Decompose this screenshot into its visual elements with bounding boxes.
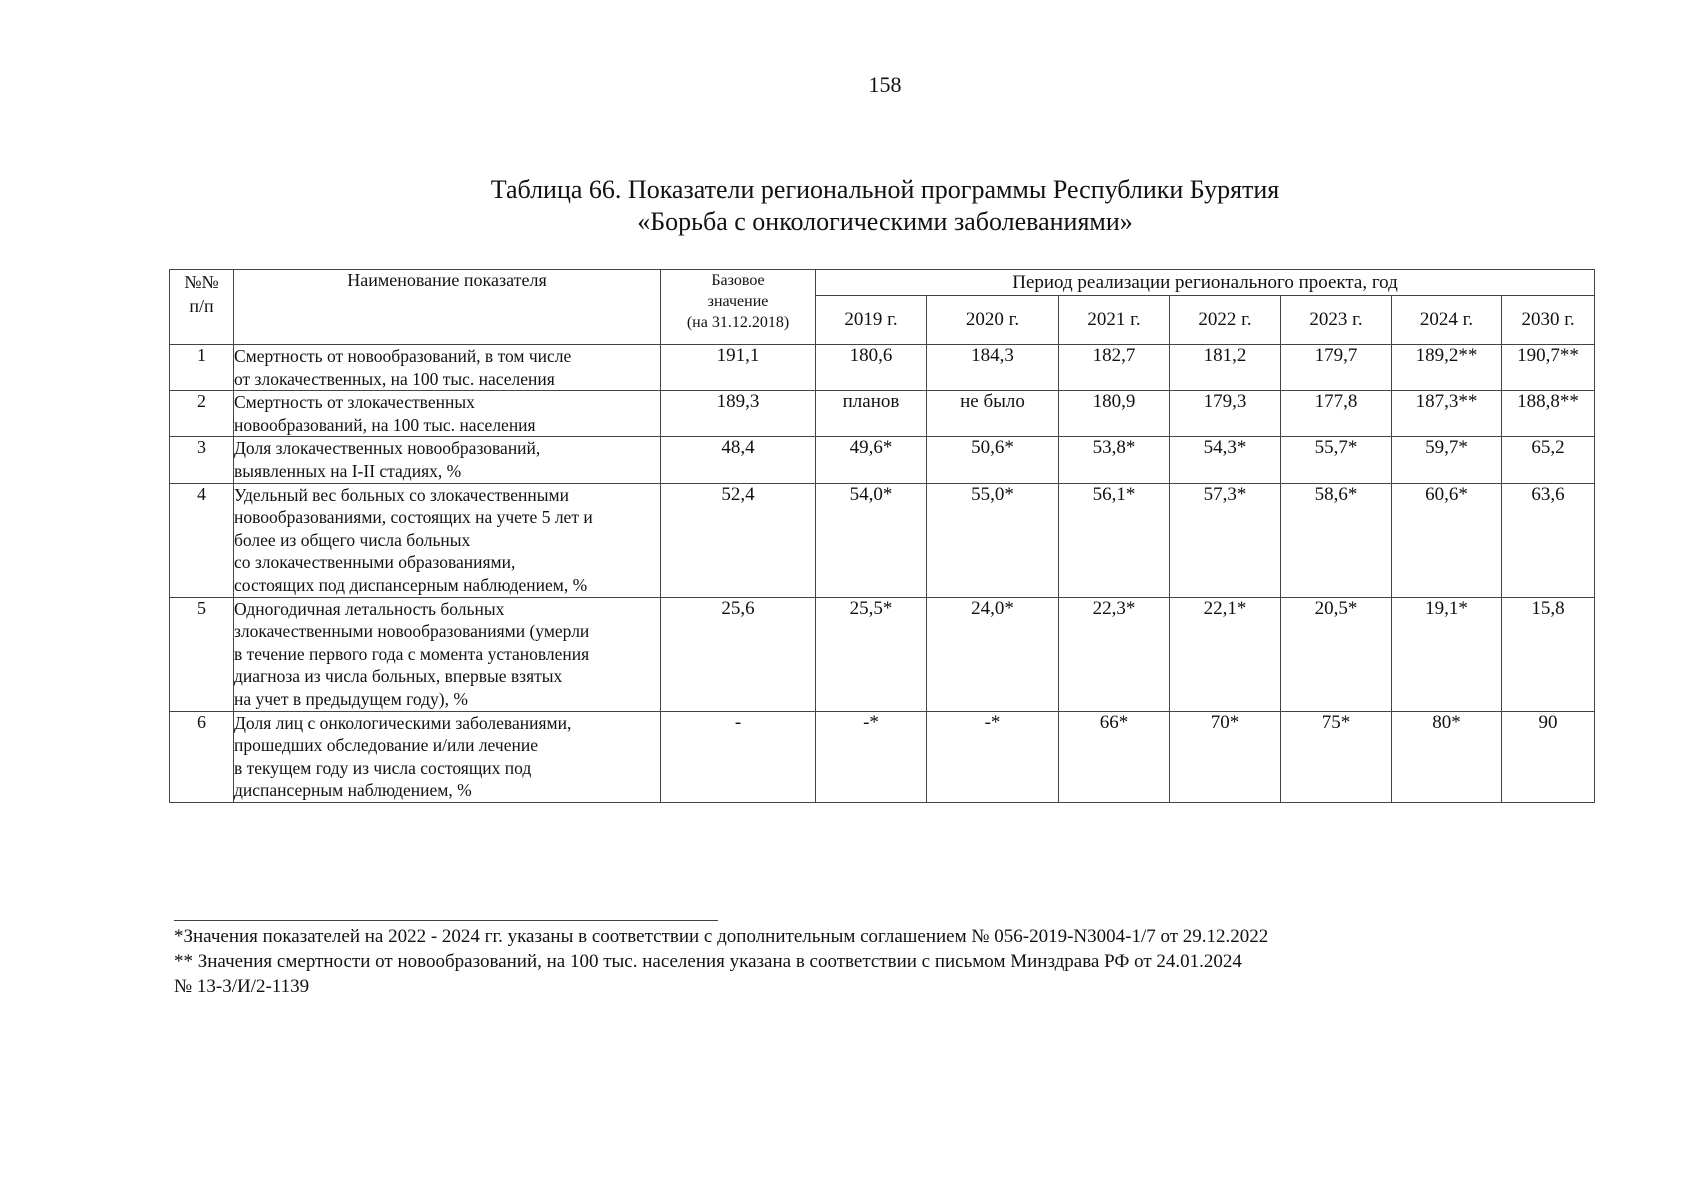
year-value: 184,3 <box>927 345 1059 391</box>
base-value: 48,4 <box>661 437 816 483</box>
header-year: 2020 г. <box>927 296 1059 345</box>
year-value: 90 <box>1502 711 1595 802</box>
header-year: 2024 г. <box>1392 296 1502 345</box>
indicator-name-line: в текущем году из числа состоящих под <box>234 757 532 778</box>
year-value: не было <box>927 391 1059 437</box>
year-value: 50,6* <box>927 437 1059 483</box>
table-row <box>170 711 1595 802</box>
footnote-3: № 13-3/И/2-1139 <box>174 976 310 997</box>
page-number: 158 <box>868 72 902 97</box>
indicator-name <box>234 391 661 437</box>
year-value: 187,3** <box>1392 391 1502 437</box>
base-value: 52,4 <box>661 483 816 597</box>
table-row <box>170 437 1595 483</box>
header-base-line-2: значение <box>707 293 769 310</box>
year-value: 58,6* <box>1281 483 1392 597</box>
indicator-name-line: Одногодичная летальность больных <box>234 598 505 619</box>
indicator-name-line: от злокачественных, на 100 тыс. населения <box>234 368 555 389</box>
year-value: 24,0* <box>927 597 1059 711</box>
year-value: 179,3 <box>1170 391 1281 437</box>
year-value: 66* <box>1059 711 1170 802</box>
year-value: 56,1* <box>1059 483 1170 597</box>
year-value: 57,3* <box>1170 483 1281 597</box>
row-number: 2 <box>170 391 234 437</box>
year-value: 63,6 <box>1502 483 1595 597</box>
header-year: 2030 г. <box>1502 296 1595 345</box>
year-value: 60,6* <box>1392 483 1502 597</box>
year-value: 179,7 <box>1281 345 1392 391</box>
base-value: - <box>661 711 816 802</box>
year-value: 189,2** <box>1392 345 1502 391</box>
year-value: 20,5* <box>1281 597 1392 711</box>
header-indicator-name: Наименование показателя <box>234 270 661 345</box>
indicator-name-line: Смертность от новообразований, в том числе <box>234 346 572 366</box>
indicator-name-line: новообразованиями, состоящих на учете 5 лет и <box>234 507 593 528</box>
header-number <box>170 270 234 345</box>
header-year: 2023 г. <box>1281 296 1392 345</box>
year-value: планов <box>816 391 927 437</box>
indicator-name-line: Доля злокачественных новообразований, <box>234 438 541 459</box>
header-base-line-1: Базовое <box>711 272 765 289</box>
indicator-name-line: состоящих под диспансерным наблюдением, % <box>234 574 588 595</box>
year-value: 25,5* <box>816 597 927 711</box>
row-number: 4 <box>170 483 234 597</box>
table-title-line-1: Таблица 66. Показатели региональной программы Республики Бурятия <box>490 175 1280 204</box>
year-value: 49,6* <box>816 437 927 483</box>
year-value: 70* <box>1170 711 1281 802</box>
row-number: 3 <box>170 437 234 483</box>
year-value: 22,3* <box>1059 597 1170 711</box>
year-value: 59,7* <box>1392 437 1502 483</box>
footnote-2: ** Значения смертности от новообразований, на 100 тыс. населения указана в соответствии с письмом Минздрава РФ от 24.01.2024 <box>174 951 1242 972</box>
indicator-name <box>234 483 661 597</box>
header-year: 2021 г. <box>1059 296 1170 345</box>
year-value: 181,2 <box>1170 345 1281 391</box>
base-value: 191,1 <box>661 345 816 391</box>
indicator-name-line: выявленных на I-II стадиях, % <box>234 460 462 481</box>
header-base-line-3: (на 31.12.2018) <box>686 314 790 331</box>
year-value: 53,8* <box>1059 437 1170 483</box>
year-value: 19,1* <box>1392 597 1502 711</box>
indicators-table <box>169 269 1595 803</box>
base-value: 189,3 <box>661 391 816 437</box>
table-row <box>170 597 1595 711</box>
header-year: 2022 г. <box>1170 296 1281 345</box>
indicator-name-line: на учет в предыдущем году), % <box>234 688 468 709</box>
indicator-name-line: диспансерным наблюдением, % <box>234 780 472 801</box>
table-row <box>170 391 1595 437</box>
year-value: 54,3* <box>1170 437 1281 483</box>
year-value: -* <box>816 711 927 802</box>
year-value: 180,9 <box>1059 391 1170 437</box>
indicator-name-line: прошедших обследование и/или лечение <box>234 735 538 756</box>
year-value: 15,8 <box>1502 597 1595 711</box>
year-value: 188,8** <box>1502 391 1595 437</box>
year-value: -* <box>927 711 1059 802</box>
header-number-line-2: п/п <box>189 296 214 316</box>
year-value: 65,2 <box>1502 437 1595 483</box>
year-value: 180,6 <box>816 345 927 391</box>
indicator-name-line: новообразований, на 100 тыс. населения <box>234 414 536 435</box>
year-value: 182,7 <box>1059 345 1170 391</box>
table-row <box>170 345 1595 391</box>
indicator-name <box>234 437 661 483</box>
year-value: 190,7** <box>1502 345 1595 391</box>
indicator-name-line: более из общего числа больных <box>234 529 471 550</box>
year-value: 80* <box>1392 711 1502 802</box>
table-row <box>170 483 1595 597</box>
indicator-name-line: диагноза из числа больных, впервые взятых <box>234 666 563 687</box>
indicator-name-line: Удельный вес больных со злокачественными <box>234 484 569 505</box>
indicator-name-line: в течение первого года с момента установления <box>234 643 590 664</box>
indicator-name-line: злокачественными новообразованиями (умерли <box>234 621 590 642</box>
indicator-name <box>234 345 661 391</box>
table-title-line-2: «Борьба с онкологическими заболеваниями» <box>637 207 1133 236</box>
year-value: 177,8 <box>1281 391 1392 437</box>
table-body <box>170 345 1595 803</box>
indicator-name <box>234 711 661 802</box>
row-number: 5 <box>170 597 234 711</box>
indicator-name-line: Смертность от злокачественных <box>234 392 475 413</box>
year-value: 22,1* <box>1170 597 1281 711</box>
header-base-value <box>661 270 816 345</box>
year-value: 55,7* <box>1281 437 1392 483</box>
row-number: 6 <box>170 711 234 802</box>
header-number-line-1: №№ <box>184 272 219 292</box>
indicator-name-line: Доля лиц с онкологическими заболеваниями, <box>234 712 572 733</box>
year-value: 55,0* <box>927 483 1059 597</box>
year-value: 54,0* <box>816 483 927 597</box>
header-year: 2019 г. <box>816 296 927 345</box>
footnote-divider <box>174 920 718 921</box>
row-number: 1 <box>170 345 234 391</box>
header-period: Период реализации регионального проекта, год <box>816 270 1595 296</box>
footnotes <box>174 924 1624 999</box>
indicator-name-line: со злокачественными образованиями, <box>234 552 516 573</box>
indicator-name <box>234 597 661 711</box>
table-title <box>0 174 1698 238</box>
footnote-1: *Значения показателей на 2022 - 2024 гг. указаны в соответствии с дополнительным соглашением № 056-2019-N3004-1/7 от 29.12.2022 <box>174 926 1269 947</box>
base-value: 25,6 <box>661 597 816 711</box>
year-value: 75* <box>1281 711 1392 802</box>
